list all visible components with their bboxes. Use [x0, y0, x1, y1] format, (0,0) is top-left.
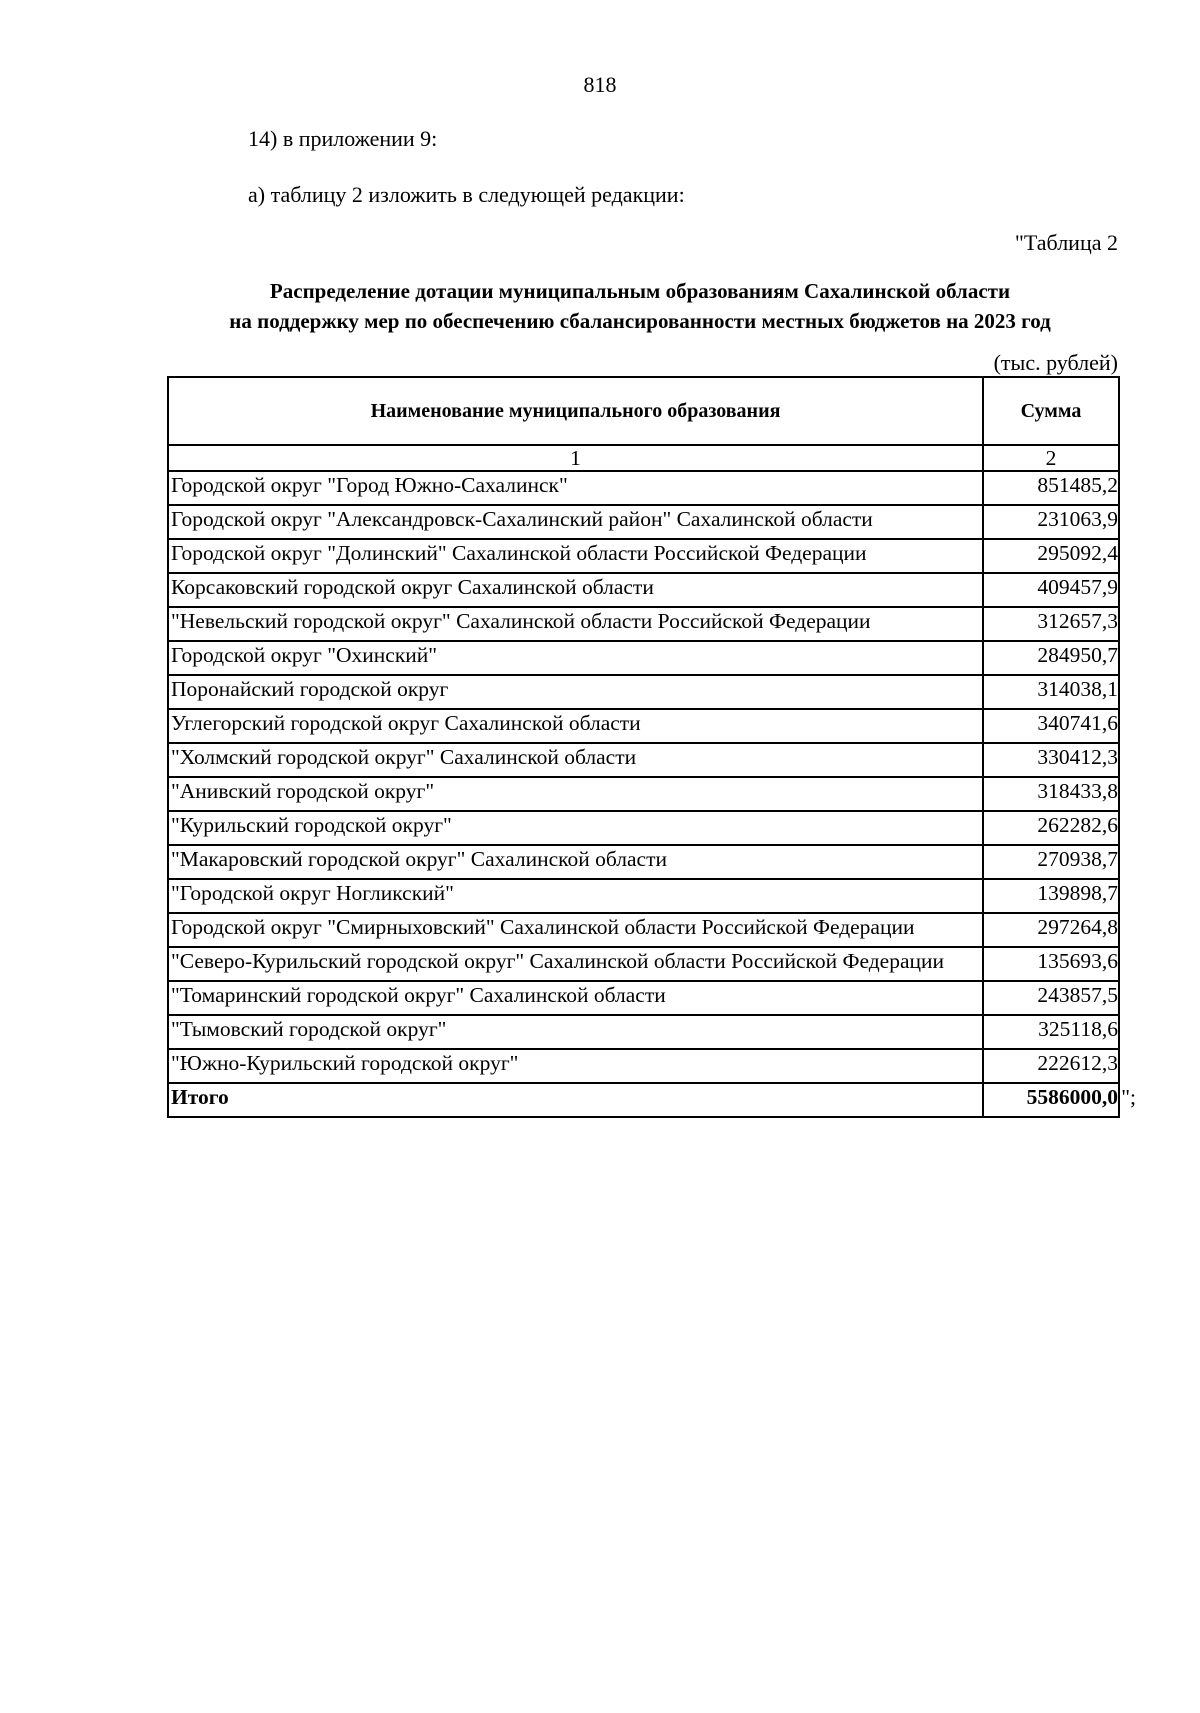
municipality-sum: 222612,3	[983, 1049, 1119, 1083]
municipality-sum: 262282,6	[983, 811, 1119, 845]
table-title-line-2: на поддержку мер по обеспечению сбалансированности местных бюджетов на 2023 год	[229, 309, 1051, 333]
table-row	[168, 947, 1119, 981]
table-row	[168, 913, 1119, 947]
table-row	[168, 981, 1119, 1015]
page-number: 818	[583, 72, 617, 97]
municipality-name: "Томаринский городской округ" Сахалинской области	[168, 981, 983, 1015]
table-row	[168, 709, 1119, 743]
table-row	[168, 505, 1119, 539]
table-title-line-1: Распределение дотации муниципальным образованиям Сахалинской области	[269, 279, 1011, 303]
municipality-sum: 318433,8	[983, 777, 1119, 811]
municipality-name: Поронайский городской округ	[168, 675, 983, 709]
municipality-sum: 243857,5	[983, 981, 1119, 1015]
table-row	[168, 607, 1119, 641]
table-header-row	[168, 377, 1119, 445]
table-row	[168, 539, 1119, 573]
municipality-name: "Невельский городской округ" Сахалинской области Российской Федерации	[168, 607, 983, 641]
municipality-name: Корсаковский городской округ Сахалинской области	[168, 573, 983, 607]
subsidy-table	[167, 376, 1136, 1118]
table-row	[168, 811, 1119, 845]
column-index-name: 1	[168, 445, 983, 471]
header-sum: Сумма	[983, 377, 1119, 445]
paragraph-14: 14) в приложении 9:	[248, 126, 438, 151]
municipality-name: Углегорский городской округ Сахалинской области	[168, 709, 983, 743]
municipality-name: "Курильский городской округ"	[168, 811, 983, 845]
municipality-name: Городской округ "Долинский" Сахалинской области Российской Федерации	[168, 539, 983, 573]
column-index-row	[168, 445, 1119, 471]
total-label: Итого	[168, 1083, 983, 1117]
municipality-name: Городской округ "Александровск-Сахалинский район" Сахалинской области	[168, 505, 983, 539]
municipality-name: "Тымовский городской округ"	[168, 1015, 983, 1049]
municipality-name: Городской округ "Охинский"	[168, 641, 983, 675]
units-label: (тыс. рублей)	[993, 350, 1118, 375]
table-row	[168, 675, 1119, 709]
total-sum: 5586000,0	[1026, 1085, 1118, 1109]
municipality-sum: 312657,3	[983, 607, 1119, 641]
municipality-sum: 340741,6	[983, 709, 1119, 743]
municipality-name: "Холмский городской округ" Сахалинской области	[168, 743, 983, 777]
paragraph-a: а) таблицу 2 изложить в следующей редакции:	[248, 182, 685, 207]
municipality-sum: 139898,7	[983, 879, 1119, 913]
header-name: Наименование муниципального образования	[168, 377, 983, 445]
municipality-name: "Южно-Курильский городской округ"	[168, 1049, 983, 1083]
table-row	[168, 641, 1119, 675]
municipality-name: "Макаровский городской округ" Сахалинской области	[168, 845, 983, 879]
table-row	[168, 777, 1119, 811]
municipality-sum: 851485,2	[983, 471, 1119, 505]
municipality-sum: 330412,3	[983, 743, 1119, 777]
municipality-name: Городской округ "Смирныховский" Сахалинской области Российской Федерации	[168, 913, 983, 947]
municipality-sum: 270938,7	[983, 845, 1119, 879]
closing-quote-mark: ";	[1121, 1085, 1136, 1109]
municipality-sum: 409457,9	[983, 573, 1119, 607]
total-sum-cell	[983, 1083, 1136, 1117]
table-row	[168, 845, 1119, 879]
table-row	[168, 1049, 1119, 1083]
municipality-sum: 231063,9	[983, 505, 1119, 539]
municipality-name: "Городской округ Ногликский"	[168, 879, 983, 913]
total-row	[168, 1083, 1119, 1117]
table-row	[168, 471, 1119, 505]
table-label: "Таблица 2	[1014, 230, 1118, 255]
municipality-name: "Северо-Курильский городской округ" Сахалинской области Российской Федерации	[168, 947, 983, 981]
table-row	[168, 743, 1119, 777]
municipality-name: "Анивский городской округ"	[168, 777, 983, 811]
municipality-sum: 135693,6	[983, 947, 1119, 981]
table-row	[168, 573, 1119, 607]
table-title	[160, 276, 1120, 336]
table-row	[168, 1015, 1119, 1049]
municipality-sum: 297264,8	[983, 913, 1119, 947]
municipality-sum: 325118,6	[983, 1015, 1119, 1049]
column-index-sum: 2	[983, 445, 1119, 471]
municipality-sum: 314038,1	[983, 675, 1119, 709]
municipality-sum: 284950,7	[983, 641, 1119, 675]
table-row	[168, 879, 1119, 913]
municipality-name: Городской округ "Город Южно-Сахалинск"	[168, 471, 983, 505]
municipality-sum: 295092,4	[983, 539, 1119, 573]
